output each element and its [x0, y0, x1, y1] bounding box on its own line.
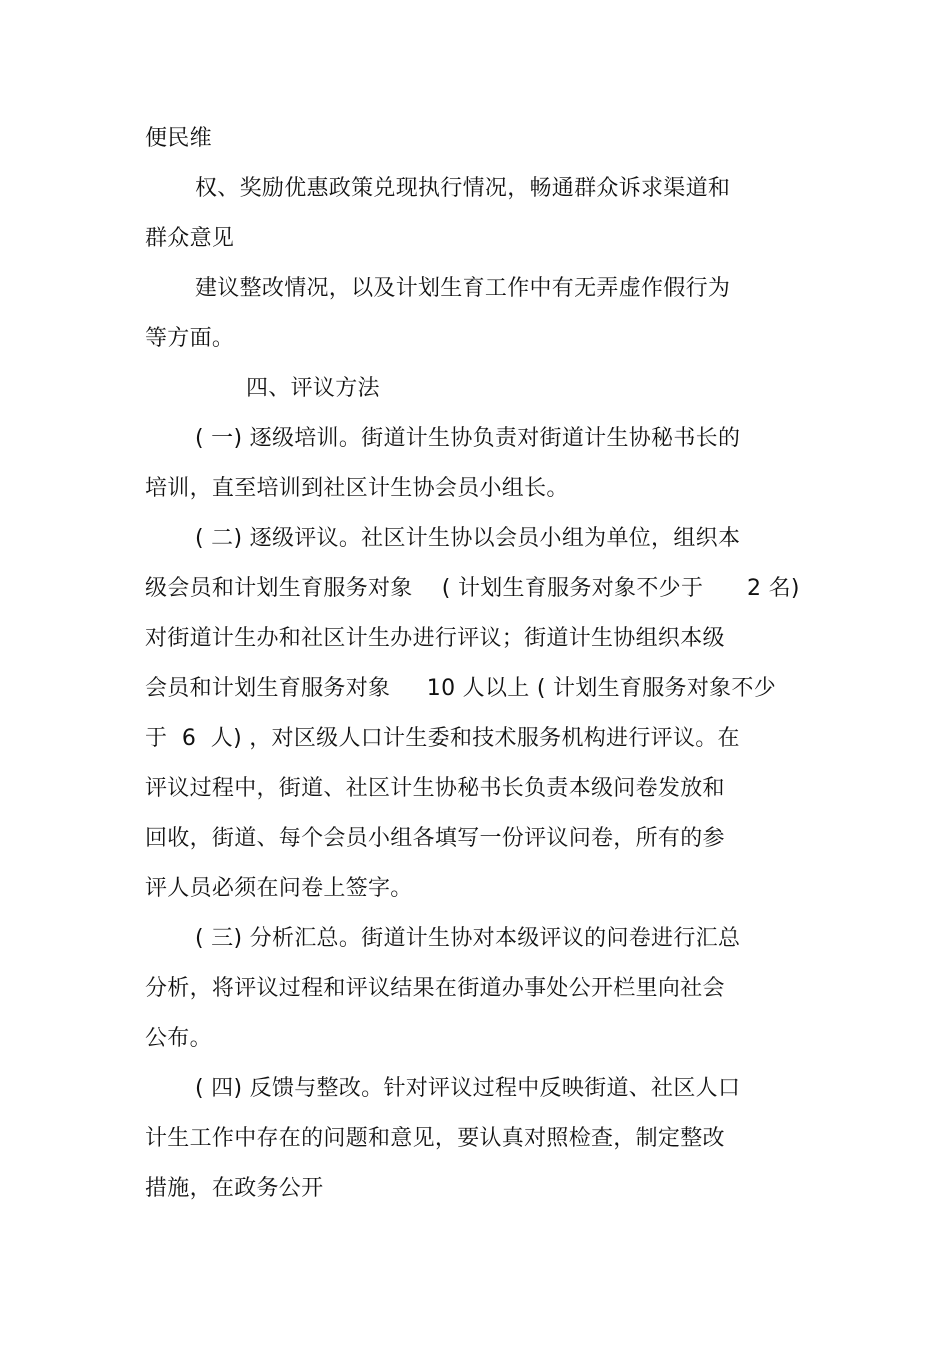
text-line: 会员和计划生育服务对象 10 人以上 ( 计划生育服务对象不少 [145, 676, 777, 701]
text-line: ( 四) 反馈与整改。针对评议过程中反映街道、社区人口 [195, 1076, 741, 1101]
section-heading: 四、评议方法 [246, 376, 380, 401]
text-line: 等方面。 [145, 326, 235, 351]
text-line: 培训，直至培训到社区计生协会员小组长。 [145, 476, 569, 501]
text-line: 便民维 [145, 126, 212, 151]
text-line: 权、奖励优惠政策兑现执行情况，畅通群众诉求渠道和 [195, 176, 731, 201]
text-line: 建议整改情况，以及计划生育工作中有无弄虚作假行为 [195, 276, 731, 301]
text-line: 公布。 [145, 1026, 212, 1051]
text-line: 评人员必须在问卷上签字。 [145, 876, 413, 901]
text-line: 分析，将评议过程和评议结果在街道办事处公开栏里向社会 [145, 976, 725, 1001]
text-line: 群众意见 [145, 226, 235, 251]
text-line: ( 三) 分析汇总。街道计生协对本级评议的问卷进行汇总 [195, 926, 741, 951]
text-line: ( 一) 逐级培训。街道计生协负责对街道计生协秘书长的 [195, 426, 741, 451]
text-line: 评议过程中，街道、社区计生协秘书长负责本级问卷发放和 [145, 776, 725, 801]
text-line: 于 6 人) ，对区级人口计生委和技术服务机构进行评议。在 [145, 726, 740, 751]
text-line: 级会员和计划生育服务对象 ( 计划生育服务对象不少于 2 名) [145, 576, 800, 601]
text-line: 对街道计生办和社区计生办进行评议；街道计生协组织本级 [145, 626, 725, 651]
text-line: 措施，在政务公开 [145, 1176, 324, 1201]
text-line: ( 二) 逐级评议。社区计生协以会员小组为单位，组织本 [195, 526, 741, 551]
text-line: 计生工作中存在的问题和意见，要认真对照检查，制定整改 [145, 1126, 725, 1151]
text-line: 回收，街道、每个会员小组各填写一份评议问卷，所有的参 [145, 826, 725, 851]
